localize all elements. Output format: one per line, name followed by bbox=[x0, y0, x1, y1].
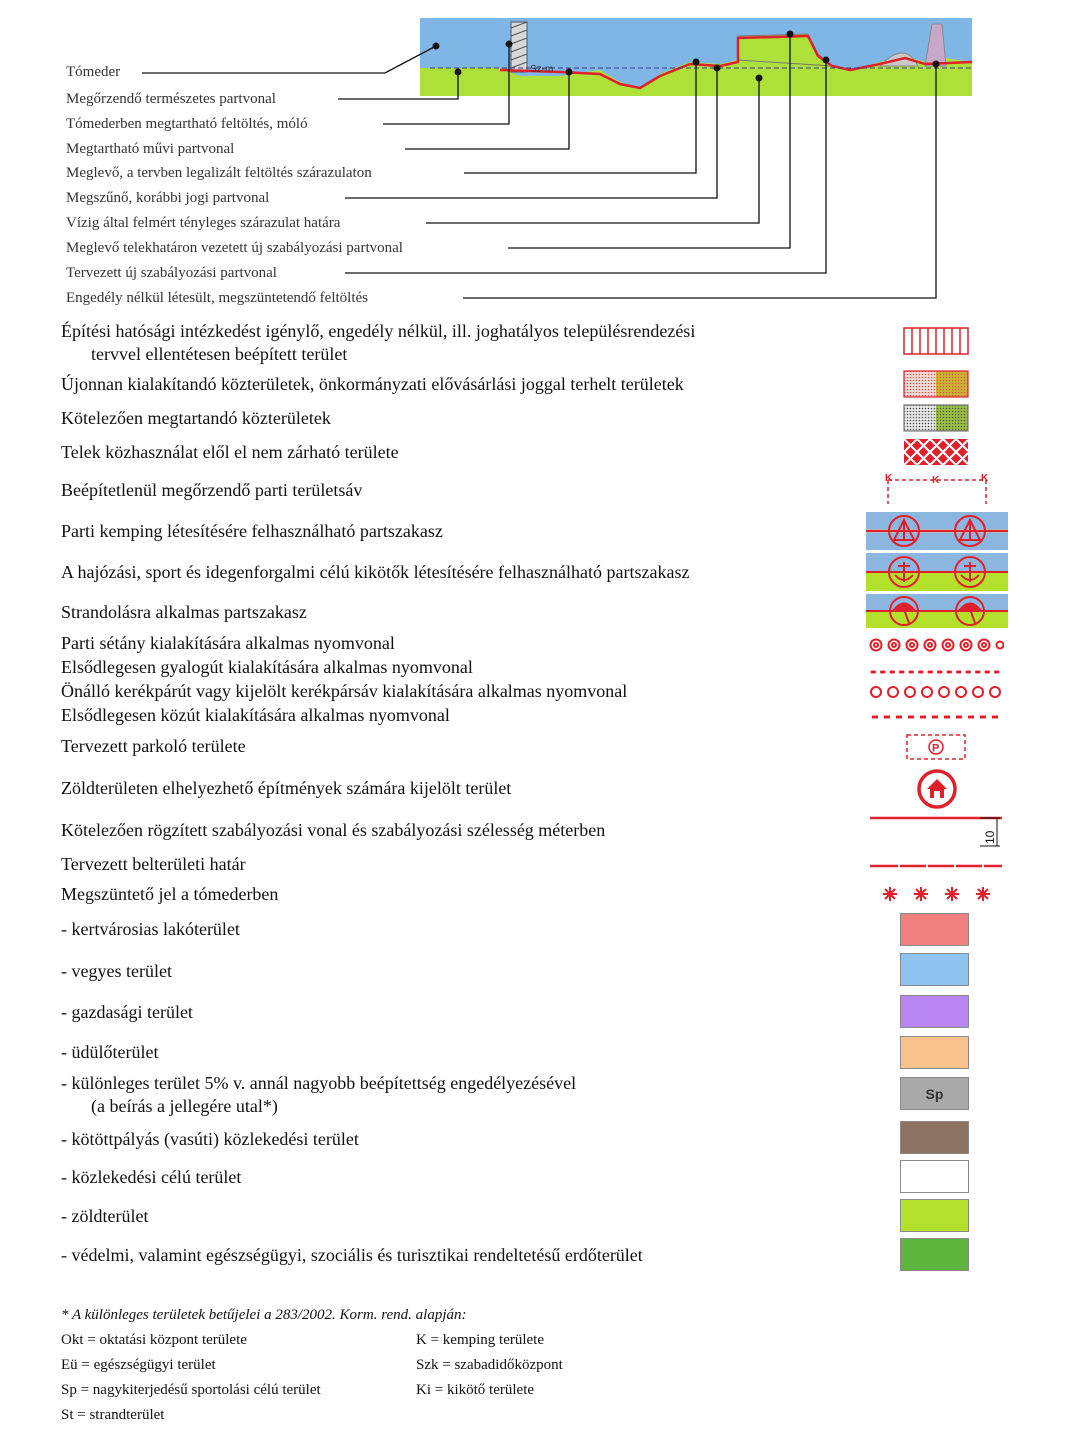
parking-icon bbox=[905, 733, 967, 761]
diagram-label-mole: Tómederben megtartható feltöltés, móló bbox=[66, 116, 308, 132]
legend-item-new-public-areas: Újonnan kialakítandó közterületek, önkormányzati elővásárlási joggal terhelt területek bbox=[61, 374, 684, 394]
regulation-width-value: 10 bbox=[983, 830, 997, 844]
legend-text: Építési hatósági intézkedést igénylő, engedély nélkül, ill. joghatályos településrendezési bbox=[61, 321, 696, 341]
diagram-inner-label: Sz-m bbox=[530, 64, 554, 75]
diagram-label-unauthorized-fill: Engedély nélkül létesült, megszüntetendő feltöltés bbox=[66, 290, 368, 306]
swatch-garden-residential bbox=[900, 913, 969, 946]
legend-item-camping-shore: Parti kemping létesítésére felhasználható partszakasz bbox=[61, 521, 443, 541]
footnote-left-1: Eü = egészségügyi terület bbox=[61, 1357, 216, 1373]
parking-letter: P bbox=[932, 742, 940, 755]
swatch-special bbox=[900, 1077, 969, 1110]
footnote-right-2: Ki = kikötő területe bbox=[416, 1382, 535, 1398]
mole-hatch bbox=[511, 22, 527, 72]
zone-label-forest: - védelmi, valamint egészségügyi, szociális és turisztikai rendeltetésű erdőterület bbox=[61, 1245, 643, 1265]
dotted-red-swatch-icon bbox=[903, 370, 969, 398]
k-letter: K bbox=[981, 473, 989, 484]
swatch-economic bbox=[900, 995, 969, 1028]
footnote-left-2: Sp = nagykiterjedésű sportolási célú terület bbox=[61, 1382, 321, 1398]
legend-item-construction-enforcement bbox=[61, 320, 851, 366]
legend-item-planned-parking: Tervezett parkoló területe bbox=[61, 736, 246, 756]
diagram-label-actual-land-border: Vízig által felmért tényleges szárazulat határa bbox=[66, 215, 341, 231]
swatch-transport bbox=[900, 1160, 969, 1193]
legend-item-mandatory-public-areas: Kötelezően megtartandó közterületek bbox=[61, 408, 331, 428]
diagram-label-planned-shore: Tervezett új szabályozási partvonal bbox=[66, 265, 277, 281]
diagram-label-plot-boundary-shore: Meglevő telekhatáron vezetett új szabályozási partvonal bbox=[66, 240, 403, 256]
zone-label-green: - zöldterület bbox=[61, 1206, 149, 1226]
zone-label-garden-residential: - kertvárosias lakóterület bbox=[61, 919, 240, 939]
diagram-label-lake-bed: Tómeder bbox=[66, 64, 121, 80]
zone-label-economic: - gazdasági terület bbox=[61, 1002, 193, 1022]
zone-label-transport: - közlekedési célú terület bbox=[61, 1167, 242, 1187]
anchor-icon bbox=[866, 553, 1008, 591]
legend-item-green-area-buildings: Zöldterületen elhelyezhető építmények számára kijelölt terület bbox=[61, 778, 512, 798]
legend-item-beach-shore: Strandolásra alkalmas partszakasz bbox=[61, 602, 307, 622]
swatch-forest bbox=[900, 1238, 969, 1271]
legend-item-road-route: Elsődlegesen közút kialakítására alkalmas nyomvonal bbox=[61, 705, 450, 725]
diagram-label-natural-shore: Megőrzendő természetes partvonal bbox=[66, 91, 276, 107]
legend-item-unbuilt-shore-strip: Beépítetlenül megőrzendő parti területsáv bbox=[61, 480, 363, 500]
zone-label-holiday: - üdülőterület bbox=[61, 1042, 159, 1062]
zone-text-continued: (a beírás a jellegére utal*) bbox=[91, 1096, 278, 1116]
circle-line-icon bbox=[868, 684, 1004, 700]
footnote-left-0: Okt = oktatási központ területe bbox=[61, 1332, 247, 1348]
swatch-railway bbox=[900, 1121, 969, 1154]
footnote-title: * A különleges területek betűjelei a 283/2002. Korm. rend. alapján: bbox=[61, 1307, 467, 1323]
double-circle-line-icon bbox=[868, 637, 1004, 653]
legend-item-promenade-route: Parti sétány kialakítására alkalmas nyomvonal bbox=[61, 633, 395, 653]
footnote-right-1: Szk = szabadidőközpont bbox=[416, 1357, 563, 1373]
zone-label-mixed: - vegyes terület bbox=[61, 961, 172, 981]
special-zone-code: Sp bbox=[925, 1085, 944, 1102]
boundary-line-icon bbox=[870, 861, 1006, 871]
legend-item-bicycle-route: Önálló kerékpárút vagy kijelölt kerékpársáv kialakítására alkalmas nyomvonal bbox=[61, 681, 628, 701]
diagram-label-legalized-fill: Meglevő, a tervben legalizált feltöltés szárazulaton bbox=[66, 165, 372, 181]
shoreline-diagram bbox=[0, 0, 1072, 310]
zone-label-special bbox=[61, 1072, 576, 1118]
dotted-line-icon bbox=[870, 668, 1004, 676]
zone-label-railway: - kötöttpályás (vasúti) közlekedési terület bbox=[61, 1129, 359, 1149]
legend-item-removal-mark: Megszüntető jel a tómederben bbox=[61, 884, 279, 904]
footnote-right-0: K = kemping területe bbox=[416, 1332, 545, 1348]
asterisk-row-icon bbox=[876, 884, 1000, 904]
zone-text: - különleges terület 5% v. annál nagyobb beépítettség engedélyezésével bbox=[61, 1073, 577, 1093]
k-dashed-bracket-icon bbox=[882, 472, 992, 508]
red-cross-hatch-icon bbox=[903, 438, 969, 466]
house-in-circle-icon bbox=[915, 768, 959, 810]
swatch-green bbox=[900, 1199, 969, 1232]
red-vertical-hatch-icon bbox=[903, 327, 969, 355]
legend-text-continued: tervvel ellentétesen beépített terület bbox=[91, 344, 348, 364]
swatch-mixed bbox=[900, 953, 969, 986]
footnote-left-3: St = strandterület bbox=[61, 1407, 165, 1423]
legend-item-harbor-shore: A hajózási, sport és idegenforgalmi célú kikötők létesítésére felhasználható partszakasz bbox=[61, 562, 690, 582]
legend-item-footpath-route: Elsődlegesen gyalogút kialakítására alkalmas nyomvonal bbox=[61, 657, 473, 677]
regulation-line-icon bbox=[870, 812, 1006, 850]
diagram-label-old-legal-shore: Megszűnő, korábbi jogi partvonal bbox=[66, 190, 270, 206]
swatch-holiday bbox=[900, 1036, 969, 1069]
legend-item-fixed-regulation-line: Kötelezően rögzített szabályozási vonal és szabályozási szélesség méterben bbox=[61, 820, 606, 840]
camping-tent-icon bbox=[866, 512, 1008, 550]
dotted-gray-swatch-icon bbox=[903, 404, 969, 432]
diagram-label-artificial-shore: Megtartható művi partvonal bbox=[66, 141, 235, 157]
legend-item-planned-boundary: Tervezett belterületi határ bbox=[61, 854, 246, 874]
k-letter: K bbox=[885, 473, 893, 484]
beach-umbrella-icon bbox=[866, 594, 1008, 628]
dashed-line-icon bbox=[870, 713, 1004, 721]
legend-item-public-access-area: Telek közhasználat elől el nem zárható területe bbox=[61, 442, 399, 462]
k-letter: K bbox=[932, 475, 940, 486]
